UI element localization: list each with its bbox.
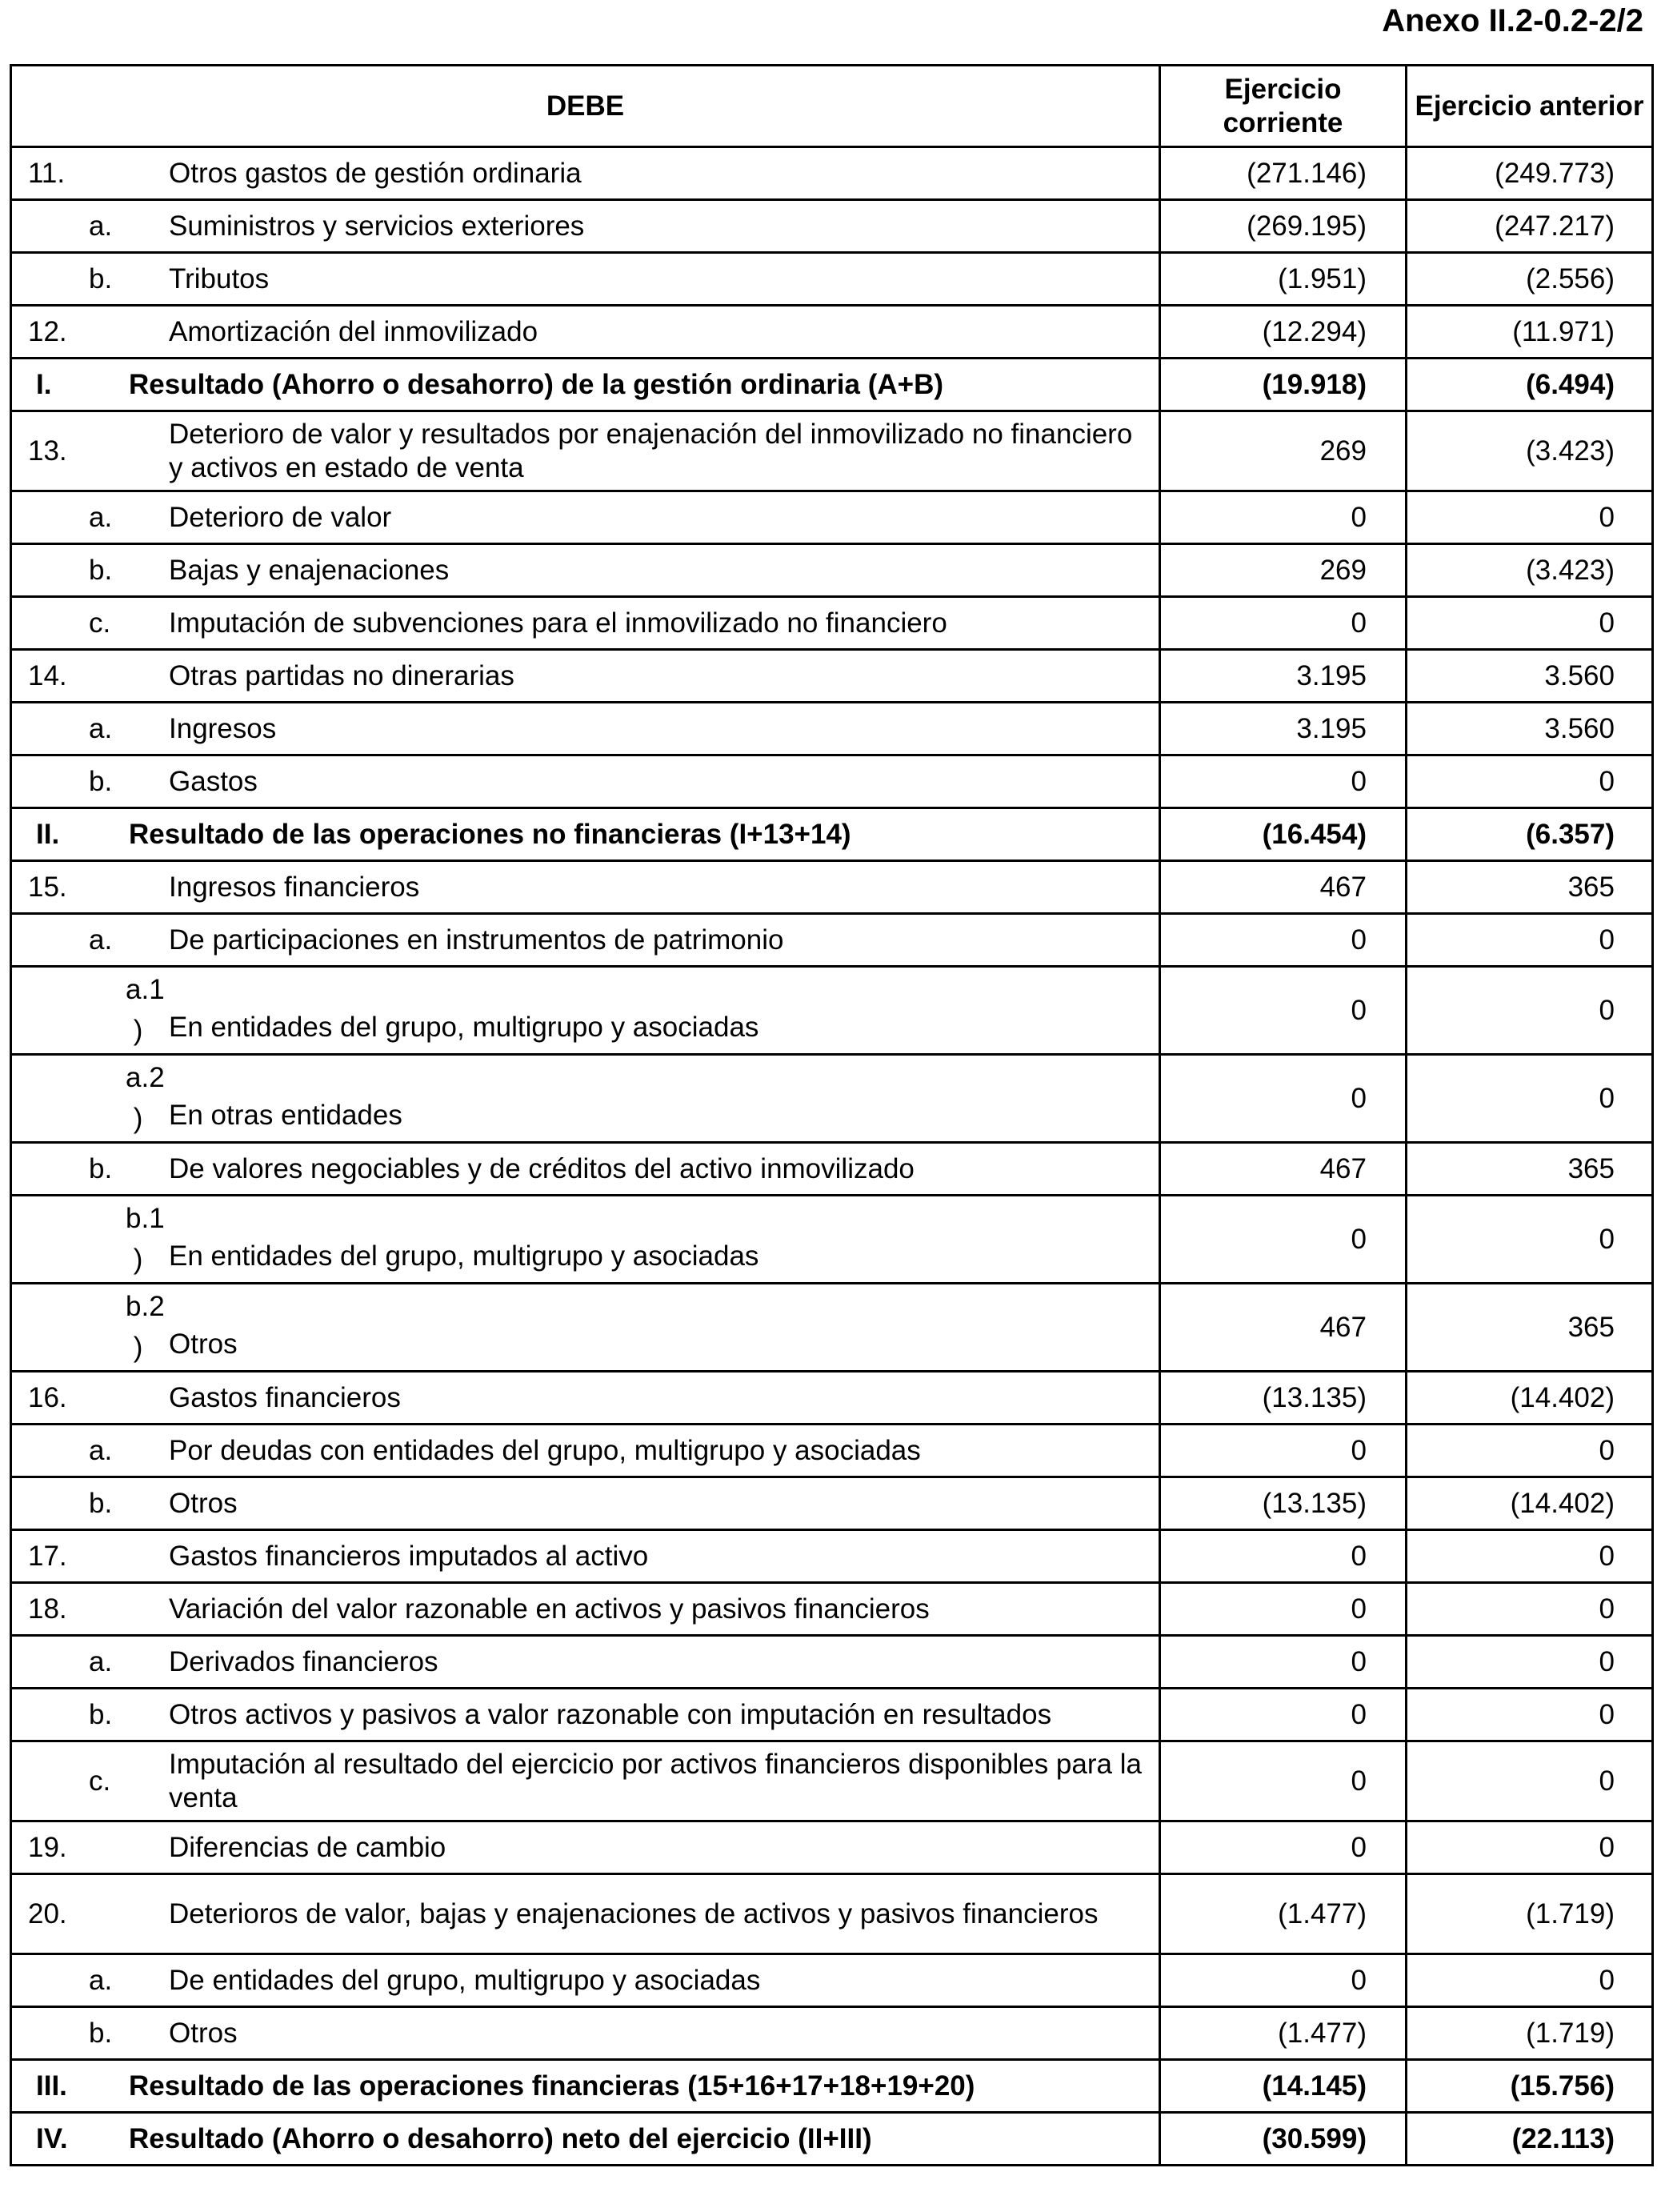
row-description-cell xyxy=(11,1636,1160,1689)
previous-year-value: 0 xyxy=(1407,1583,1653,1636)
row-description-cell xyxy=(11,1741,1160,1821)
row-code: 17. xyxy=(28,1540,67,1572)
row-code: 14. xyxy=(28,659,67,691)
current-year-value: (1.477) xyxy=(1160,2007,1407,2060)
table-row xyxy=(11,411,1653,491)
table-row xyxy=(11,1821,1653,1874)
row-description-cell xyxy=(11,411,1160,491)
current-year-value: 0 xyxy=(1160,597,1407,650)
current-year-value: (13.135) xyxy=(1160,1477,1407,1530)
row-description-cell xyxy=(11,1196,1160,1284)
table-row xyxy=(11,755,1653,808)
row-code: a. xyxy=(89,1645,113,1677)
row-label: Otros xyxy=(169,1328,238,1360)
row-label: Amortización del inmovilizado xyxy=(169,315,538,347)
previous-year-value: 0 xyxy=(1407,1821,1653,1874)
row-code: b. xyxy=(89,554,113,586)
previous-year-value: (6.494) xyxy=(1407,359,1653,411)
table-row xyxy=(11,147,1653,200)
table-row xyxy=(11,1425,1653,1477)
row-code: IV. xyxy=(36,2122,68,2154)
annex-title: Anexo II.2-0.2-2/2 xyxy=(1382,3,1643,38)
table-row xyxy=(11,703,1653,755)
row-code: 20. xyxy=(28,1897,67,1929)
row-code: b. xyxy=(89,1152,113,1184)
previous-year-value: 0 xyxy=(1407,755,1653,808)
current-year-value: (16.454) xyxy=(1160,808,1407,861)
row-label: Tributos xyxy=(169,262,270,295)
previous-year-value: 365 xyxy=(1407,1284,1653,1372)
row-code: a. xyxy=(89,1964,113,1996)
current-year-value: 0 xyxy=(1160,1055,1407,1143)
current-year-value: (19.918) xyxy=(1160,359,1407,411)
row-code: a.1 ) xyxy=(126,973,165,1046)
row-label: Deterioro de valor y resultados por enajenación del inmovilizado no financiero y activos en estado de venta xyxy=(169,418,1133,483)
current-year-value: 269 xyxy=(1160,411,1407,491)
table-row-total xyxy=(11,2060,1653,2113)
row-label: Otros xyxy=(169,1487,238,1519)
row-label: En entidades del grupo, multigrupo y asociadas xyxy=(169,1012,759,1044)
row-code: a. xyxy=(89,1434,113,1466)
table-row xyxy=(11,1636,1653,1689)
table-row xyxy=(11,1477,1653,1530)
previous-year-value: (249.773) xyxy=(1407,147,1653,200)
row-description-cell xyxy=(11,253,1160,306)
previous-year-value: (14.402) xyxy=(1407,1372,1653,1425)
row-label: Resultado (Ahorro o desahorro) neto del ejercicio (II+III) xyxy=(129,2122,872,2154)
row-label: Ingresos xyxy=(169,712,277,744)
previous-year-value: 0 xyxy=(1407,1425,1653,1477)
table-row xyxy=(11,650,1653,703)
row-description-cell xyxy=(11,491,1160,544)
row-code: 12. xyxy=(28,315,67,347)
table-header-row xyxy=(11,66,1653,147)
row-description-cell xyxy=(11,1284,1160,1372)
current-year-value: 0 xyxy=(1160,1636,1407,1689)
previous-year-value: 0 xyxy=(1407,1689,1653,1741)
previous-year-value: 0 xyxy=(1407,1636,1653,1689)
previous-year-value: (22.113) xyxy=(1407,2113,1653,2166)
row-description-cell xyxy=(11,147,1160,200)
row-code: a. xyxy=(89,210,113,242)
previous-year-value: 0 xyxy=(1407,1954,1653,2007)
table-row xyxy=(11,861,1653,914)
row-description-cell xyxy=(11,1821,1160,1874)
row-code: b.1 ) xyxy=(126,1202,165,1275)
table-row xyxy=(11,1954,1653,2007)
current-year-value: (1.477) xyxy=(1160,1874,1407,1954)
row-description-cell xyxy=(11,2113,1160,2166)
row-description-cell xyxy=(11,861,1160,914)
table-row xyxy=(11,1530,1653,1583)
row-description-cell xyxy=(11,650,1160,703)
row-description-cell xyxy=(11,967,1160,1055)
row-code: II. xyxy=(36,818,60,850)
row-label: Otros activos y pasivos a valor razonable con imputación en resultados xyxy=(169,1698,1052,1730)
row-code: 16. xyxy=(28,1381,67,1413)
row-label: Otros xyxy=(169,2017,238,2049)
current-year-value: (13.135) xyxy=(1160,1372,1407,1425)
previous-year-value: 365 xyxy=(1407,1143,1653,1196)
row-code: c. xyxy=(89,607,111,639)
header-debe: DEBE xyxy=(11,66,1160,147)
row-description-cell xyxy=(11,703,1160,755)
row-code: b. xyxy=(89,2017,113,2049)
previous-year-value: 365 xyxy=(1407,861,1653,914)
row-description-cell xyxy=(11,1143,1160,1196)
row-code: 18. xyxy=(28,1593,67,1625)
row-description-cell xyxy=(11,1874,1160,1954)
row-description-cell xyxy=(11,1425,1160,1477)
row-label: Resultado (Ahorro o desahorro) de la gestión ordinaria (A+B) xyxy=(129,368,944,400)
row-label: Derivados financieros xyxy=(169,1645,438,1677)
table-row xyxy=(11,253,1653,306)
table-row xyxy=(11,967,1653,1055)
current-year-value: 0 xyxy=(1160,1425,1407,1477)
row-label: Ingresos financieros xyxy=(169,871,420,903)
previous-year-value: 0 xyxy=(1407,597,1653,650)
row-label: De valores negociables y de créditos del activo inmovilizado xyxy=(169,1152,915,1184)
row-description-cell xyxy=(11,1530,1160,1583)
row-code: 13. xyxy=(28,435,67,467)
previous-year-value: 0 xyxy=(1407,1741,1653,1821)
row-description-cell xyxy=(11,306,1160,359)
row-label: Otros gastos de gestión ordinaria xyxy=(169,157,582,189)
previous-year-value: (14.402) xyxy=(1407,1477,1653,1530)
row-description-cell xyxy=(11,1954,1160,2007)
income-statement-table xyxy=(10,64,1654,2166)
current-year-value: 0 xyxy=(1160,1954,1407,2007)
row-label: Gastos financieros xyxy=(169,1381,401,1413)
row-code: a. xyxy=(89,712,113,744)
row-code: b. xyxy=(89,1698,113,1730)
previous-year-value: 0 xyxy=(1407,1530,1653,1583)
previous-year-value: 0 xyxy=(1407,1055,1653,1143)
row-label: Bajas y enajenaciones xyxy=(169,554,450,586)
current-year-value: (269.195) xyxy=(1160,200,1407,253)
row-code: 11. xyxy=(28,157,66,189)
row-code: I. xyxy=(36,368,52,400)
row-label: Deterioro de valor xyxy=(169,501,392,533)
header-previous-year: Ejercicio anterior xyxy=(1407,66,1653,147)
previous-year-value: 3.560 xyxy=(1407,650,1653,703)
current-year-value: 0 xyxy=(1160,1689,1407,1741)
table-row xyxy=(11,1055,1653,1143)
current-year-value: 0 xyxy=(1160,1583,1407,1636)
row-description-cell xyxy=(11,1689,1160,1741)
row-code: b.2 ) xyxy=(126,1290,165,1363)
current-year-value: 467 xyxy=(1160,1143,1407,1196)
row-label: De participaciones en instrumentos de patrimonio xyxy=(169,924,784,956)
row-code: 19. xyxy=(28,1831,67,1863)
table-row xyxy=(11,544,1653,597)
previous-year-value: 0 xyxy=(1407,491,1653,544)
current-year-value: 467 xyxy=(1160,1284,1407,1372)
current-year-value: 0 xyxy=(1160,967,1407,1055)
current-year-value: 467 xyxy=(1160,861,1407,914)
previous-year-value: (247.217) xyxy=(1407,200,1653,253)
previous-year-value: (1.719) xyxy=(1407,2007,1653,2060)
row-code: b. xyxy=(89,262,113,295)
table-row xyxy=(11,306,1653,359)
previous-year-value: 0 xyxy=(1407,1196,1653,1284)
row-label: En entidades del grupo, multigrupo y asociadas xyxy=(169,1240,759,1272)
table-row xyxy=(11,1196,1653,1284)
table-row xyxy=(11,1874,1653,1954)
row-description-cell xyxy=(11,2007,1160,2060)
current-year-value: (14.145) xyxy=(1160,2060,1407,2113)
row-label: En otras entidades xyxy=(169,1100,402,1132)
table-row xyxy=(11,1583,1653,1636)
current-year-value: 0 xyxy=(1160,491,1407,544)
previous-year-value: (3.423) xyxy=(1407,411,1653,491)
row-label: Por deudas con entidades del grupo, multigrupo y asociadas xyxy=(169,1434,921,1466)
row-label: Resultado de las operaciones no financieras (I+13+14) xyxy=(129,818,851,850)
current-year-value: 0 xyxy=(1160,1530,1407,1583)
current-year-value: 0 xyxy=(1160,914,1407,967)
row-code: a. xyxy=(89,924,113,956)
row-label: De entidades del grupo, multigrupo y asociadas xyxy=(169,1964,761,1996)
table-row xyxy=(11,200,1653,253)
previous-year-value: (6.357) xyxy=(1407,808,1653,861)
row-label: Variación del valor razonable en activos y pasivos financieros xyxy=(169,1593,930,1625)
current-year-value: (1.951) xyxy=(1160,253,1407,306)
row-description-cell xyxy=(11,544,1160,597)
row-label: Imputación de subvenciones para el inmovilizado no financiero xyxy=(169,607,947,639)
previous-year-value: (1.719) xyxy=(1407,1874,1653,1954)
table-row-total xyxy=(11,359,1653,411)
table-row-total xyxy=(11,2113,1653,2166)
table-row xyxy=(11,914,1653,967)
row-code: b. xyxy=(89,1487,113,1519)
row-label: Imputación al resultado del ejercicio por activos financieros disponibles para la venta xyxy=(169,1748,1142,1813)
table-row xyxy=(11,2007,1653,2060)
table-row xyxy=(11,1143,1653,1196)
row-description-cell xyxy=(11,1372,1160,1425)
row-label: Gastos financieros imputados al activo xyxy=(169,1540,649,1572)
row-label: Diferencias de cambio xyxy=(169,1831,446,1863)
table-row xyxy=(11,597,1653,650)
row-description-cell xyxy=(11,755,1160,808)
row-label: Suministros y servicios exteriores xyxy=(169,210,585,242)
row-label: Deterioros de valor, bajas y enajenaciones de activos y pasivos financieros xyxy=(169,1897,1099,1929)
row-code: c. xyxy=(89,1765,111,1797)
previous-year-value: (3.423) xyxy=(1407,544,1653,597)
row-description-cell xyxy=(11,359,1160,411)
row-label: Resultado de las operaciones financieras (15+16+17+18+19+20) xyxy=(129,2070,975,2102)
row-description-cell xyxy=(11,1477,1160,1530)
table-row xyxy=(11,1372,1653,1425)
table-row xyxy=(11,1284,1653,1372)
previous-year-value: 3.560 xyxy=(1407,703,1653,755)
row-description-cell xyxy=(11,914,1160,967)
table-row xyxy=(11,1689,1653,1741)
row-description-cell xyxy=(11,808,1160,861)
row-label: Gastos xyxy=(169,765,258,797)
table-row xyxy=(11,1741,1653,1821)
row-description-cell xyxy=(11,1583,1160,1636)
row-code: a. xyxy=(89,501,113,533)
row-description-cell xyxy=(11,597,1160,650)
current-year-value: (30.599) xyxy=(1160,2113,1407,2166)
current-year-value: 3.195 xyxy=(1160,703,1407,755)
table-row-total xyxy=(11,808,1653,861)
previous-year-value: 0 xyxy=(1407,914,1653,967)
row-code: 15. xyxy=(28,871,67,903)
current-year-value: (12.294) xyxy=(1160,306,1407,359)
header-current-year: Ejercicio corriente xyxy=(1160,66,1407,147)
previous-year-value: (2.556) xyxy=(1407,253,1653,306)
previous-year-value: (11.971) xyxy=(1407,306,1653,359)
current-year-value: 0 xyxy=(1160,755,1407,808)
current-year-value: 3.195 xyxy=(1160,650,1407,703)
row-description-cell xyxy=(11,1055,1160,1143)
current-year-value: (271.146) xyxy=(1160,147,1407,200)
row-label: Otras partidas no dinerarias xyxy=(169,659,514,691)
row-description-cell xyxy=(11,200,1160,253)
row-code: III. xyxy=(36,2070,67,2102)
previous-year-value: (15.756) xyxy=(1407,2060,1653,2113)
current-year-value: 269 xyxy=(1160,544,1407,597)
current-year-value: 0 xyxy=(1160,1821,1407,1874)
current-year-value: 0 xyxy=(1160,1196,1407,1284)
row-code: a.2 ) xyxy=(126,1061,165,1134)
row-description-cell xyxy=(11,2060,1160,2113)
table-row xyxy=(11,491,1653,544)
row-code: b. xyxy=(89,765,113,797)
current-year-value: 0 xyxy=(1160,1741,1407,1821)
previous-year-value: 0 xyxy=(1407,967,1653,1055)
